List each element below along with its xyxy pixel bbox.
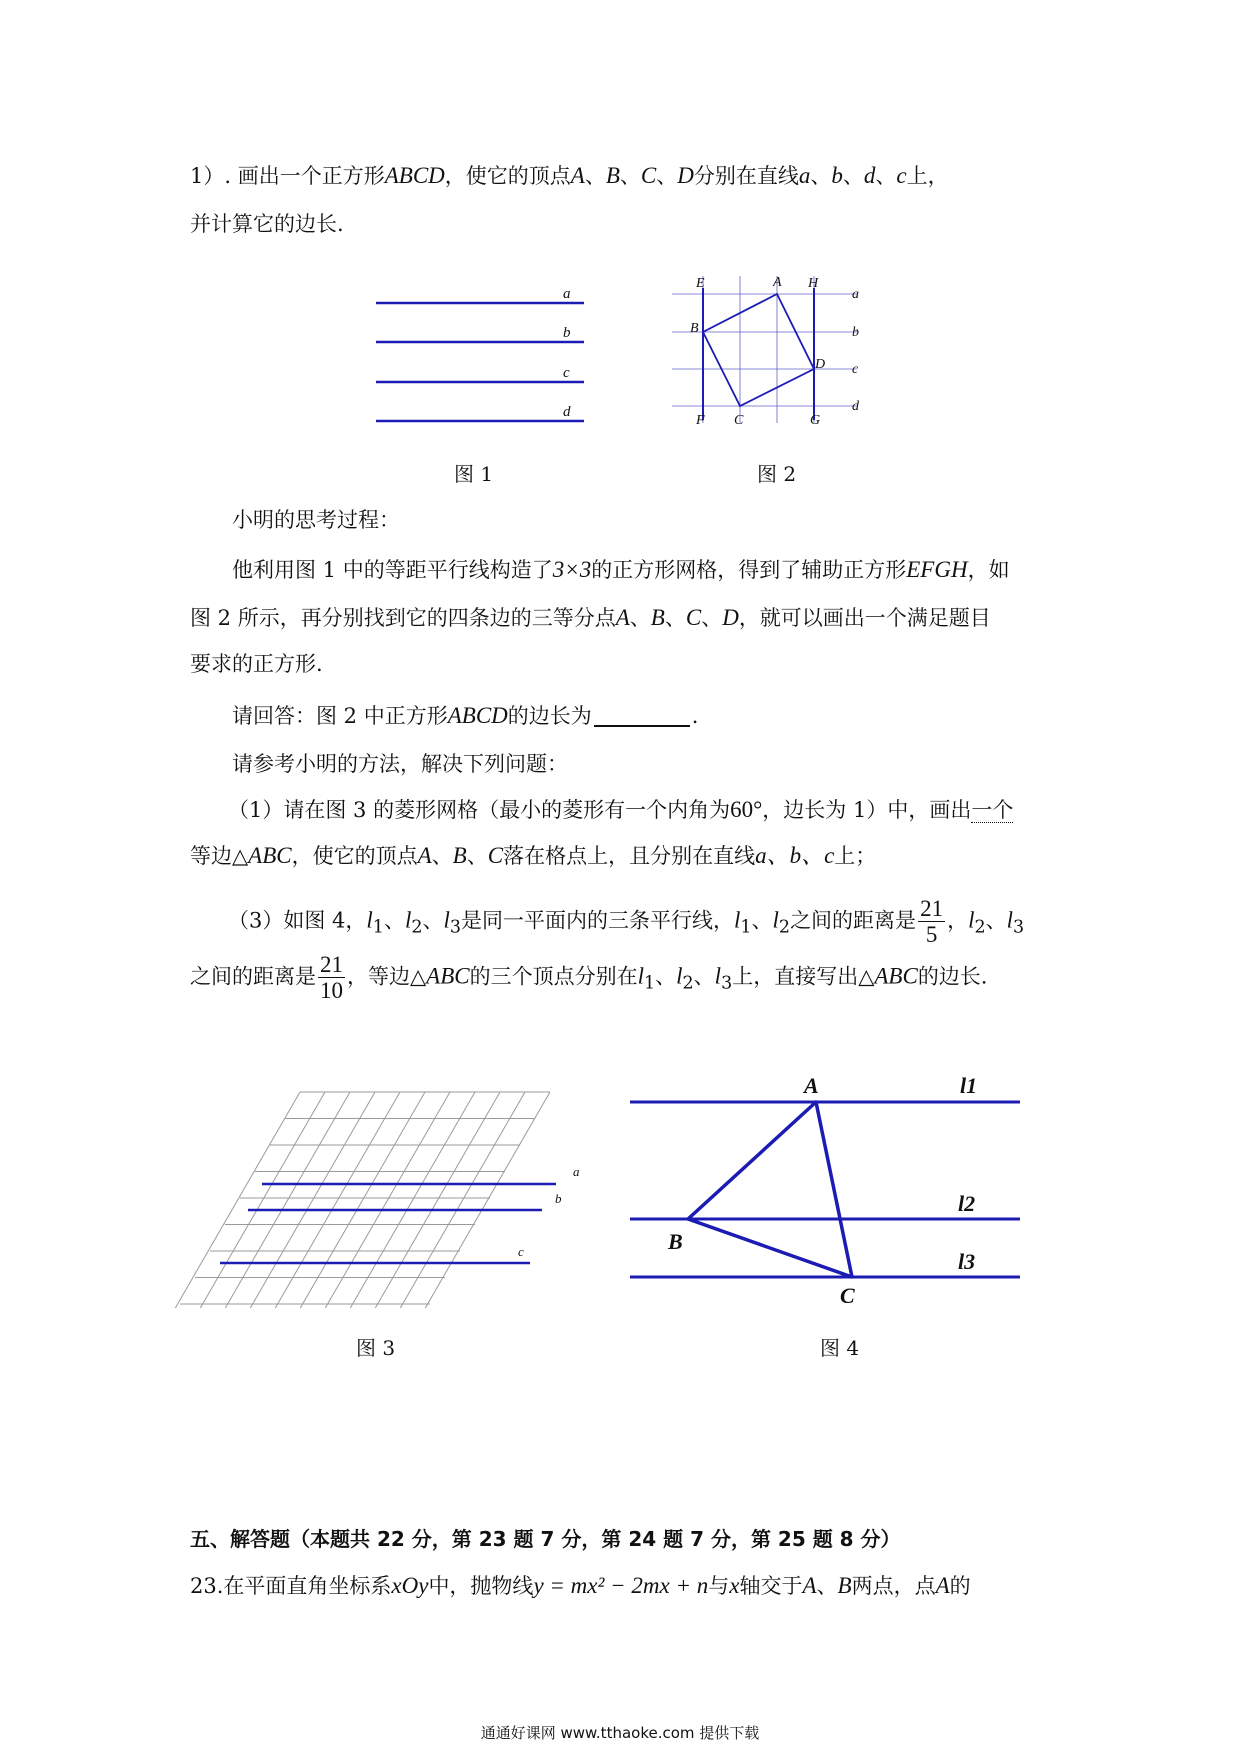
answer-text1: 请回答：图 2 中正方形 — [232, 704, 448, 728]
sub1-line2 — [190, 842, 876, 870]
sub-3: 3 — [1012, 917, 1025, 938]
l: l — [714, 963, 722, 989]
answer-text2: 的边长为 — [507, 704, 592, 728]
grid-size: 3×3 — [552, 557, 592, 582]
fig2-label-line-c: c — [852, 362, 859, 377]
t-p1c: ，如 — [967, 558, 1010, 582]
thought-line2 — [190, 604, 991, 632]
sub3-d: 之间的距离是 — [190, 964, 316, 989]
var-b: B — [650, 605, 665, 630]
figure-3 — [200, 1070, 620, 1320]
xoy: xOy — [391, 1573, 429, 1598]
q23-e: 两点，点 — [851, 1574, 936, 1598]
q23-d: 轴交于 — [739, 1574, 803, 1598]
fig3-grid-slanted — [400, 1092, 525, 1308]
fig2-label-g: G — [810, 413, 821, 428]
efgh: EFGH — [906, 557, 968, 582]
answer-blank[interactable] — [594, 704, 690, 727]
var-d: D — [677, 163, 694, 188]
var-c: C — [487, 843, 504, 868]
fig3-grid-slanted — [225, 1092, 350, 1308]
l: l — [443, 907, 450, 933]
fig2-label-f: F — [696, 413, 705, 428]
fig3-grid-slanted — [200, 1092, 325, 1308]
fig2-label-c: C — [734, 413, 744, 428]
sub3-e: ，等边△ — [347, 964, 427, 989]
answer-end: . — [691, 704, 699, 728]
var-b: B — [452, 843, 467, 868]
var-d: D — [722, 605, 739, 630]
fig1-label-d: d — [563, 404, 571, 420]
abcd: ABCD — [384, 163, 445, 188]
fig3-grid-slanted — [425, 1092, 550, 1308]
frac2-num: 21 — [320, 952, 343, 977]
l: l — [734, 907, 741, 933]
sub1-c: 等边△ — [190, 844, 249, 868]
fig3-grid-slanted — [300, 1092, 425, 1308]
sub3-a: （3）如图 4， — [228, 908, 367, 933]
l: l — [637, 963, 644, 989]
sep: 、 — [701, 606, 723, 630]
q1-text-b: ，使它的顶点 — [444, 164, 571, 188]
line-d: d — [863, 163, 876, 188]
sub3-line1: （3）如图 4，$l_1$、$l_2$、$l_3$是同一平面内的三条平行线，$l_1$、$l_2$之间的距离是 $\frac{21}{5}$ ，$l_2$、$l_3$ — [228, 896, 1025, 948]
var-a: A — [570, 163, 585, 188]
sub1-line1 — [228, 796, 1013, 824]
sub-3: 3 — [721, 973, 733, 994]
sub3-b: 是同一平面内的三条平行线， — [461, 908, 734, 933]
fig1-label-c: c — [563, 365, 570, 381]
l: l — [1006, 907, 1013, 933]
sub-1: 1 — [644, 973, 656, 994]
frac1-num: 21 — [920, 896, 944, 921]
l: l — [404, 907, 412, 933]
fig2-caption: 图 2 — [757, 462, 797, 486]
q23-a: 23.在平面直角坐标系 — [190, 1574, 392, 1598]
frac2-den: 10 — [320, 978, 343, 1004]
q1-text: 1）. 画出一个正方形 — [190, 164, 385, 188]
fig2-label-d: D — [815, 357, 826, 372]
angle: 60° — [730, 797, 763, 822]
section5-title: 五、解答题（本题共 22 分，第 23 题 7 分，第 24 题 7 分，第 25 题 8 分） — [190, 1527, 901, 1551]
q23-b: 中，抛物线 — [428, 1574, 534, 1598]
sub1-d: ，使它的顶点 — [291, 844, 418, 868]
sub-1: 1 — [372, 917, 384, 938]
l: l — [968, 907, 975, 933]
frac1-den: 5 — [925, 922, 938, 948]
sub1-g: 上； — [834, 844, 877, 868]
fig2-label-b: B — [690, 321, 699, 336]
fig4-label-l2: l2 — [958, 1191, 976, 1216]
fig4-label-b: B — [668, 1229, 683, 1254]
fig3-grid-slanted — [275, 1092, 400, 1308]
q23-f: 的 — [949, 1574, 971, 1598]
sep: 、 — [629, 606, 651, 630]
figure-4 — [620, 1065, 1040, 1315]
t-p1b: 的正方形网格，得到了辅助正方形 — [591, 558, 907, 582]
x-axis: x — [729, 1573, 740, 1598]
sub1-a: （1）请在图 3 的菱形网格（最小的菱形有一个内角为 — [228, 798, 731, 822]
reference-line: 请参考小明的方法，解决下列问题： — [232, 752, 568, 776]
fig2-label-line-b: b — [852, 325, 859, 340]
fig4-label-l3: l3 — [958, 1249, 976, 1274]
fig4-label-l1: l1 — [960, 1073, 978, 1098]
fig2-label-e: E — [696, 276, 705, 291]
lines-abc: a、b、c — [755, 843, 835, 868]
q23-line — [190, 1572, 971, 1600]
parabola-formula: y = mx² − 2mx + n — [533, 1573, 709, 1598]
t-p2a: 图 2 所示，再分别找到它的四条边的三等分点 — [190, 606, 616, 630]
q1-line2: 并计算它的边长. — [190, 212, 344, 236]
fig2-label-line-a: a — [852, 287, 859, 302]
sep: 、 — [466, 844, 488, 868]
fig2-label-a: A — [773, 275, 782, 290]
sep: 、 — [751, 908, 773, 933]
sub-3: 3 — [449, 917, 461, 938]
var-c: C — [685, 605, 702, 630]
sep: 、 — [810, 164, 832, 188]
fig2-label-line-d: d — [852, 399, 859, 414]
sub-1: 1 — [740, 917, 752, 938]
sub-2: 2 — [411, 917, 423, 938]
fig4-caption: 图 4 — [820, 1336, 860, 1360]
l: l — [772, 907, 779, 933]
var-b: B — [605, 163, 620, 188]
var-a: A — [935, 1573, 950, 1598]
thought-line3: 要求的正方形. — [190, 652, 323, 676]
fig1-label-b: b — [563, 325, 571, 341]
fig3-grid-slanted — [375, 1092, 500, 1308]
line-c: c — [896, 163, 907, 188]
sub3-h: 的边长. — [917, 964, 988, 989]
sub3-line2 — [190, 952, 988, 1004]
fig3-label-a: a — [573, 1164, 580, 1179]
fig3-grid-slanted — [250, 1092, 375, 1308]
sub1-dotted: 一个 — [971, 798, 1014, 822]
sep: 、 — [422, 908, 444, 933]
l: l — [366, 907, 373, 933]
sub-2: 2 — [974, 917, 986, 938]
fig3-caption: 图 3 — [356, 1336, 396, 1360]
t-p2b: ，就可以画出一个满足题目 — [738, 606, 991, 630]
sep: 、 — [584, 164, 606, 188]
var-a: A — [802, 1573, 817, 1598]
fig3-label-b: b — [555, 1191, 562, 1206]
sep: 、 — [431, 844, 453, 868]
q1-text-d: 上， — [906, 164, 949, 188]
fig2-label-h: H — [808, 276, 819, 291]
var-a: A — [615, 605, 630, 630]
fig3-grid-slanted — [175, 1092, 300, 1308]
q1-text-c: 分别在直线 — [693, 164, 799, 188]
thought-line1 — [232, 556, 1010, 584]
sep: 、 — [664, 606, 686, 630]
sep: 、 — [816, 1574, 838, 1598]
sub1-e: 落在格点上，且分别在直线 — [503, 844, 756, 868]
line-b: b — [831, 163, 843, 188]
abc: ABC — [426, 963, 470, 989]
sep: 、 — [985, 908, 1007, 933]
fig4-label-c: C — [840, 1283, 855, 1308]
t-p1a: 他利用图 1 中的等距平行线构造了 — [232, 558, 553, 582]
sep: 、 — [693, 964, 715, 989]
fig4-triangle-abc — [688, 1102, 852, 1277]
fig3-grid-slanted — [325, 1092, 450, 1308]
line-a: a — [798, 163, 811, 188]
l: l — [676, 963, 683, 989]
sub1-b: ，边长为 1）中，画出 — [762, 798, 972, 822]
fig3-grid-slanted — [350, 1092, 475, 1308]
var-b: B — [837, 1573, 852, 1598]
thought-title: 小明的思考过程： — [232, 508, 400, 532]
q1-line1 — [190, 162, 949, 190]
abcd: ABCD — [447, 703, 508, 728]
sep: 、 — [383, 908, 405, 933]
fraction-21-10 — [318, 952, 345, 1004]
sep: 、 — [656, 164, 678, 188]
answer-line — [232, 702, 698, 730]
sub-2: 2 — [682, 973, 694, 994]
abc: ABC — [248, 843, 292, 868]
fig3-label-c: c — [518, 1244, 524, 1259]
var-c: C — [640, 163, 657, 188]
var-a: A — [417, 843, 432, 868]
sep: 、 — [655, 964, 677, 989]
sub3-c: 之间的距离是 — [790, 908, 917, 933]
footer: 通通好课网 www.tthaoke.com 提供下载 — [480, 1724, 760, 1742]
q23-c: 与 — [708, 1574, 730, 1598]
figure-1 — [370, 280, 600, 430]
fig1-label-a: a — [563, 286, 571, 302]
sep: 、 — [619, 164, 641, 188]
figure-2 — [672, 268, 872, 438]
sep: 、 — [842, 164, 864, 188]
sub3-f: 的三个顶点分别在 — [469, 964, 638, 989]
sep: 、 — [875, 164, 897, 188]
sub3-g: 上，直接写出△ — [732, 964, 875, 989]
fig1-caption: 图 1 — [454, 462, 494, 486]
fig4-label-a: A — [804, 1073, 819, 1098]
sub-2: 2 — [778, 917, 791, 938]
fraction-21-5 — [918, 896, 945, 948]
abc: ABC — [874, 963, 918, 989]
fig2-square-abcd — [703, 294, 814, 406]
